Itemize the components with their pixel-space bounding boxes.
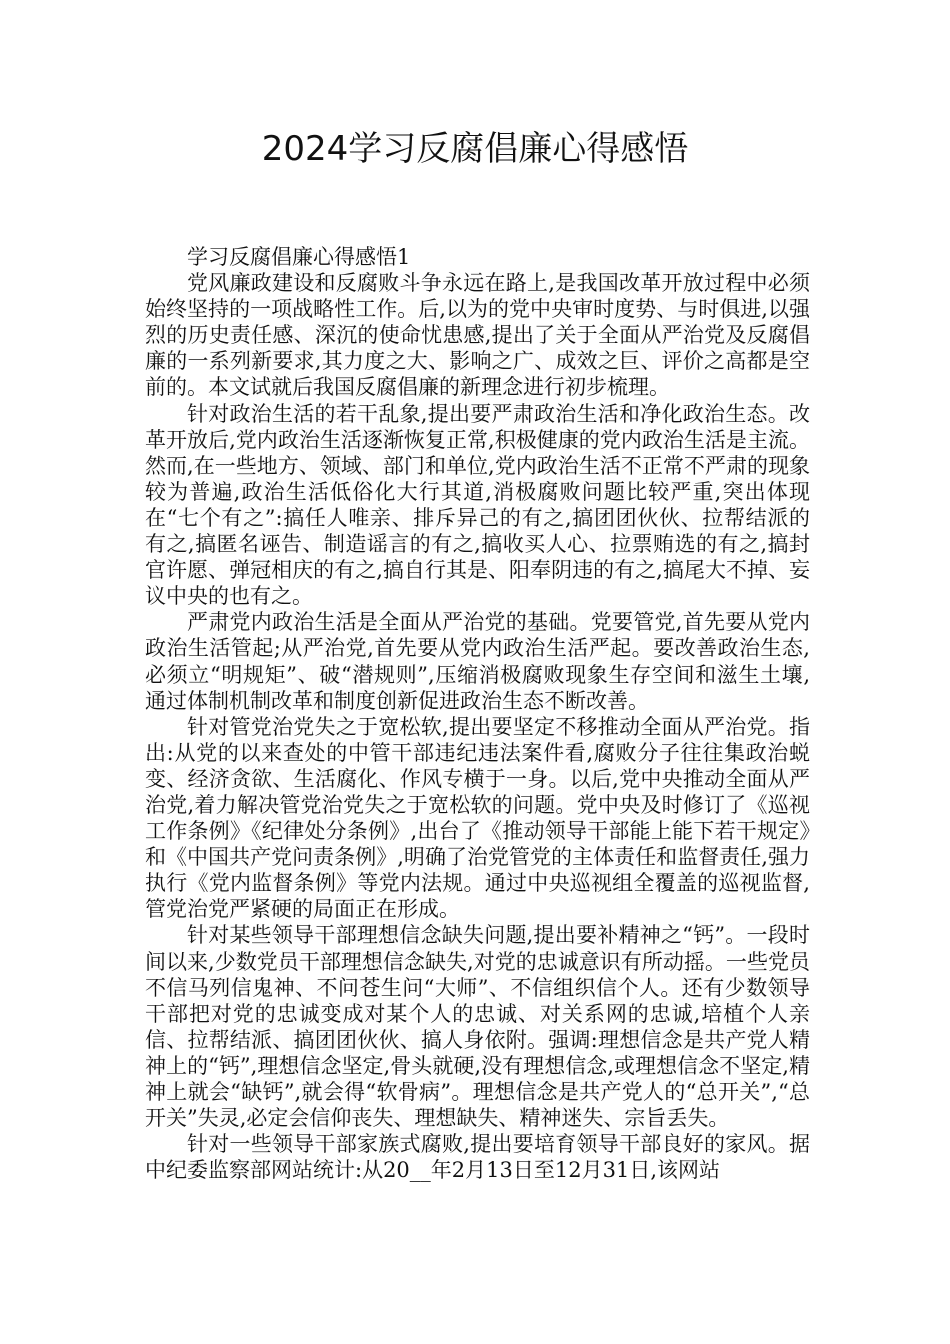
paragraph: 针对一些领导干部家族式腐败,提出要培育领导干部良好的家风。据中纪委监察部网站统计:从20__年2月13日至12月31日,该网站 [145, 1132, 810, 1183]
paragraph: 针对政治生活的若干乱象,提出要严肃政治生活和净化政治生态。改革开放后,党内政治生活逐渐恢复正常,积极健康的党内政治生活是主流。然而,在一些地方、领域、部门和单位,党内政治生活不正常不严肃的现象较为普遍,政治生活低俗化大行其道,消极腐败问题比较严重,突出体现在“七个有之”:搞任人唯亲、排斥异己的有之,搞团团伙伙、拉帮结派的有之,搞匿名诬告、制造谣言的有之,搞收买人心、拉票贿选的有之,搞封官许愿、弹冠相庆的有之,搞自行其是、阳奉阴违的有之,搞尾大不掉、妄议中央的也有之。 [145, 401, 810, 609]
paragraph: 针对某些领导干部理想信念缺失问题,提出要补精神之“钙”。一段时间以来,少数党员干部理想信念缺失,对党的忠诚意识有所动摇。一些党员不信马列信鬼神、不问苍生问“大师”、不信组织信个人。还有少数领导干部把对党的忠诚变成对某个人的忠诚、对关系网的忠诚,培植个人亲信、拉帮结派、搞团团伙伙、搞人身依附。强调:理想信念是共产党人精神上的“钙”,理想信念坚定,骨头就硬,没有理想信念,或理想信念不坚定,精神上就会“缺钙”,就会得“软骨病”。理想信念是共产党人的“总开关”,“总开关”失灵,必定会信仰丧失、理想缺失、精神迷失、宗旨丢失。 [145, 923, 810, 1131]
document-title: 2024学习反腐倡廉心得感悟 [261, 129, 689, 169]
paragraph: 严肃党内政治生活是全面从严治党的基础。党要管党,首先要从党内政治生活管起;从严治党,首先要从党内政治生活严起。要改善政治生态,必须立“明规矩”、破“潜规则”,压缩消极腐败现象生存空间和滋生土壤,通过体制机制改革和制度创新促进政治生态不断改善。 [145, 610, 810, 713]
paragraph: 党风廉政建设和反腐败斗争永远在路上,是我国改革开放过程中必须始终坚持的一项战略性工作。后,以为的党中央审时度势、与时俱进,以强烈的历史责任感、深沉的使命忧患感,提出了关于全面从严治党及反腐倡廉的一系列新要求,其力度之大、影响之广、成效之巨、评价之高都是空前的。本文试就后我国反腐倡廉的新理念进行初步梳理。 [145, 271, 810, 400]
paragraph: 针对管党治党失之于宽松软,提出要坚定不移推动全面从严治党。指出:从党的以来查处的中管干部违纪违法案件看,腐败分子往往集政治蜕变、经济贪欲、生活腐化、作风专横于一身。以后,党中央推动全面从严治党,着力解决管党治党失之于宽松软的问题。党中央及时修订了《巡视工作条例》《纪律处分条例》,出台了《推动领导干部能上能下若干规定》和《中国共产党问责条例》,明确了治党管党的主体责任和监督责任,强力执行《党内监督条例》等党内法规。通过中央巡视组全覆盖的巡视监督,管党治党严紧硬的局面正在形成。 [145, 714, 810, 922]
section-heading: 学习反腐倡廉心得感悟1 [187, 245, 411, 269]
document-body [145, 244, 810, 1183]
